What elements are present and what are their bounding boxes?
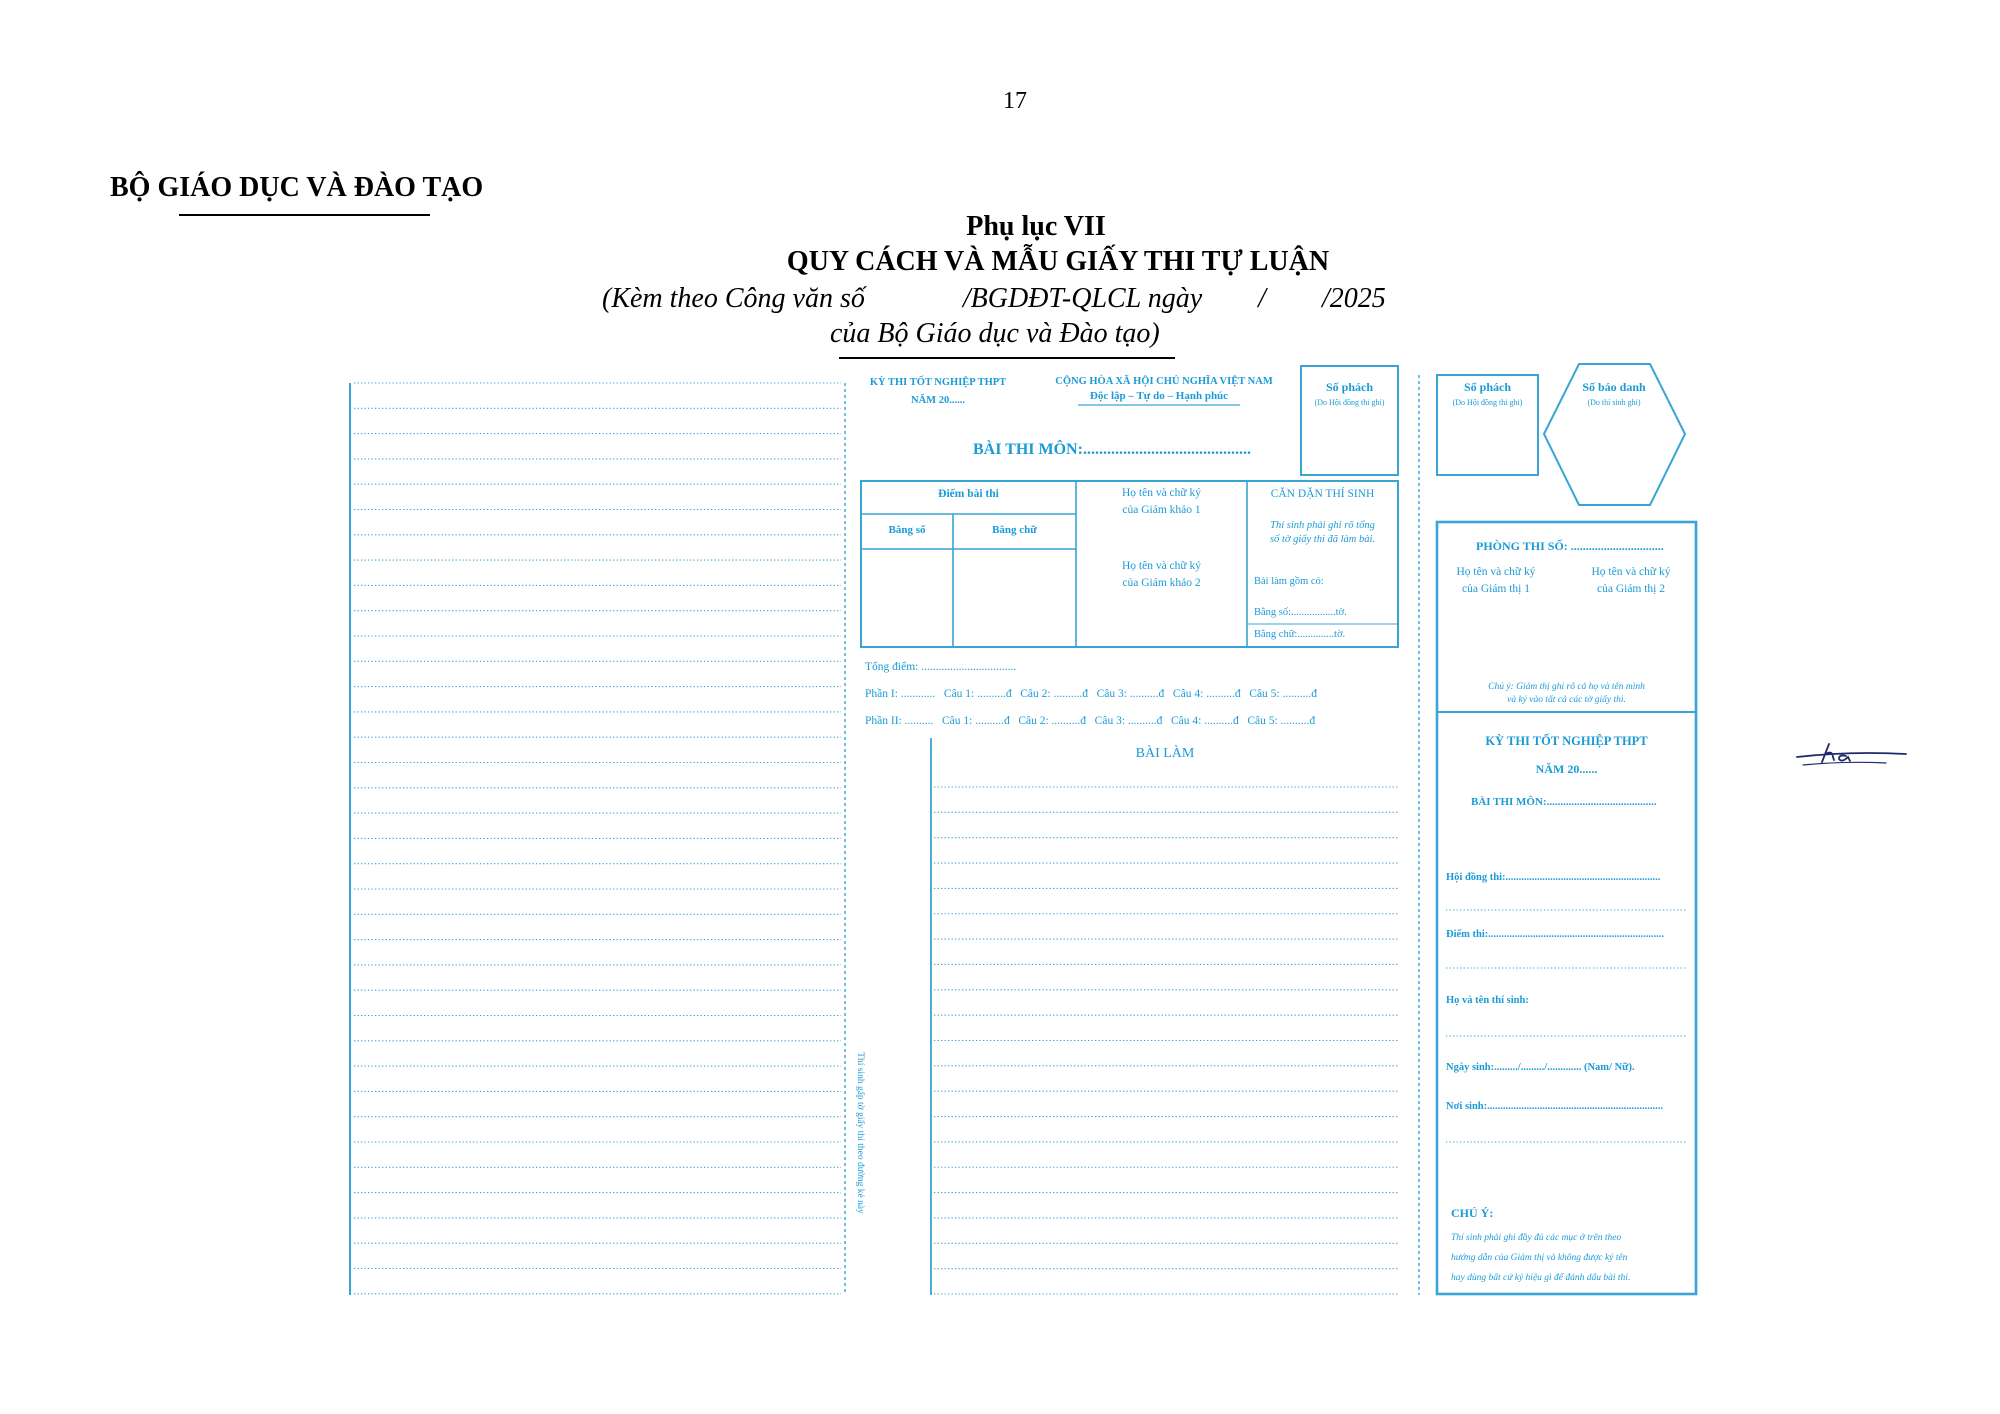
page-number: 17	[1003, 88, 1027, 114]
fold-note: Thí sinh gấp tờ giấy thi theo đường kẻ này	[855, 1052, 865, 1214]
part-1-scores: Phần I: ............ Câu 1: ..........đ Câu 2: ..........đ Câu 3: ..........đ Câu 4: ..........đ Câu 5: ..........đ	[865, 688, 1317, 700]
date-of-birth-field: Ngày sinh:........./........./............. (Nam/ Nữ).	[1446, 1062, 1635, 1073]
pages-by-words: Bằng chữ:..............tờ.	[1254, 629, 1346, 640]
stub-subject: BÀI THI MÔN:........................................	[1471, 796, 1657, 808]
notice-text: Thí sinh phải ghi đầy đủ các mục ở trên theo hướng dẫn của Giám thị và không được ký tên hay dùng bất cứ ký hiệu gì để đánh dấu bài thi.	[1451, 1233, 1631, 1283]
score-by-words-label: Bằng chữ	[992, 524, 1037, 536]
candidate-number-note: (Do thí sinh ghi)	[1587, 398, 1641, 407]
nation-motto: Độc lập – Tự do – Hạnh phúc	[1089, 390, 1229, 402]
stub-so-phach-note: (Do Hội đồng thi ghi)	[1452, 398, 1523, 407]
stub-so-phach-label: Số phách	[1463, 380, 1512, 394]
appendix-label: Phụ lục VII	[966, 211, 1106, 242]
part-2-scores: Phần II: .......... Câu 1: ..........đ Câu 2: ..........đ Câu 3: ..........đ Câu 4: ..........đ Câu 5: ..........đ	[865, 715, 1316, 727]
stub-box	[1437, 522, 1696, 1294]
examiner-2-label: Họ tên và chữ ký của Giám khảo 2	[1121, 560, 1202, 589]
notice-title: CHÚ Ý:	[1451, 1206, 1494, 1220]
examiner-1-label: Họ tên và chữ ký của Giám khảo 1	[1121, 487, 1202, 516]
proctor-note: Chú ý: Giám thị ghi rõ cả họ và tên mình và ký vào tất cả các tờ giấy thi.	[1488, 682, 1645, 705]
reference-line-1: (Kèm theo Công văn số /BGDĐT-QLCL ngày / /2025	[602, 283, 1386, 314]
place-of-birth-field: Nơi sinh:...................................................................	[1446, 1101, 1663, 1112]
document-title: QUY CÁCH VÀ MẪU GIẤY THI TỰ LUẬN	[786, 246, 1330, 277]
stub-exam-year: NĂM 20......	[1535, 762, 1598, 776]
total-score: Tổng điểm: .................................	[865, 661, 1017, 673]
reference-line-2: của Bộ Giáo dục và Đào tạo)	[830, 318, 1160, 349]
exam-room: PHÒNG THI SỐ: ...............................	[1476, 539, 1664, 553]
instructions-text: Thí sinh phải ghi rõ tổng số tờ giấy thi đã làm bài.	[1269, 520, 1376, 545]
pages-by-number: Bằng số:.................tờ.	[1254, 607, 1347, 618]
score-header: Điểm bài thi	[938, 488, 999, 500]
so-phach-note: (Do Hội đồng thi ghi)	[1314, 398, 1385, 407]
candidate-number-label: Số báo danh	[1582, 380, 1646, 394]
stub-exam-name: KỲ THI TỐT NGHIỆP THPT	[1485, 734, 1648, 748]
council-field: Hội đồng thi:...........................................................	[1446, 872, 1661, 883]
answer-title: BÀI LÀM	[1135, 746, 1195, 761]
score-by-number-label: Bằng số	[888, 524, 926, 536]
candidate-name-field: Họ và tên thí sinh:	[1446, 995, 1529, 1006]
proctor-2-label: Họ tên và chữ ký của Giám thị 2	[1591, 566, 1671, 595]
so-phach-label: Số phách	[1325, 380, 1374, 394]
signature	[1797, 744, 1906, 765]
subject-field: BÀI THI MÔN:..........................................	[973, 441, 1251, 458]
nation-name: CỘNG HÒA XÃ HỘI CHỦ NGHĨA VIỆT NAM	[1055, 376, 1273, 387]
exam-year: NĂM 20......	[911, 395, 965, 406]
proctor-1-label: Họ tên và chữ ký của Giám thị 1	[1456, 566, 1536, 595]
exam-name: KỲ THI TỐT NGHIỆP THPT	[869, 377, 1007, 388]
exam-site-field: Điểm thi:...................................................................	[1446, 929, 1665, 940]
instructions-title: CĂN DẶN THÍ SINH	[1270, 488, 1375, 500]
ministry-name: BỘ GIÁO DỤC VÀ ĐÀO TẠO	[110, 172, 484, 203]
pages-label: Bài làm gồm có:	[1254, 576, 1324, 587]
